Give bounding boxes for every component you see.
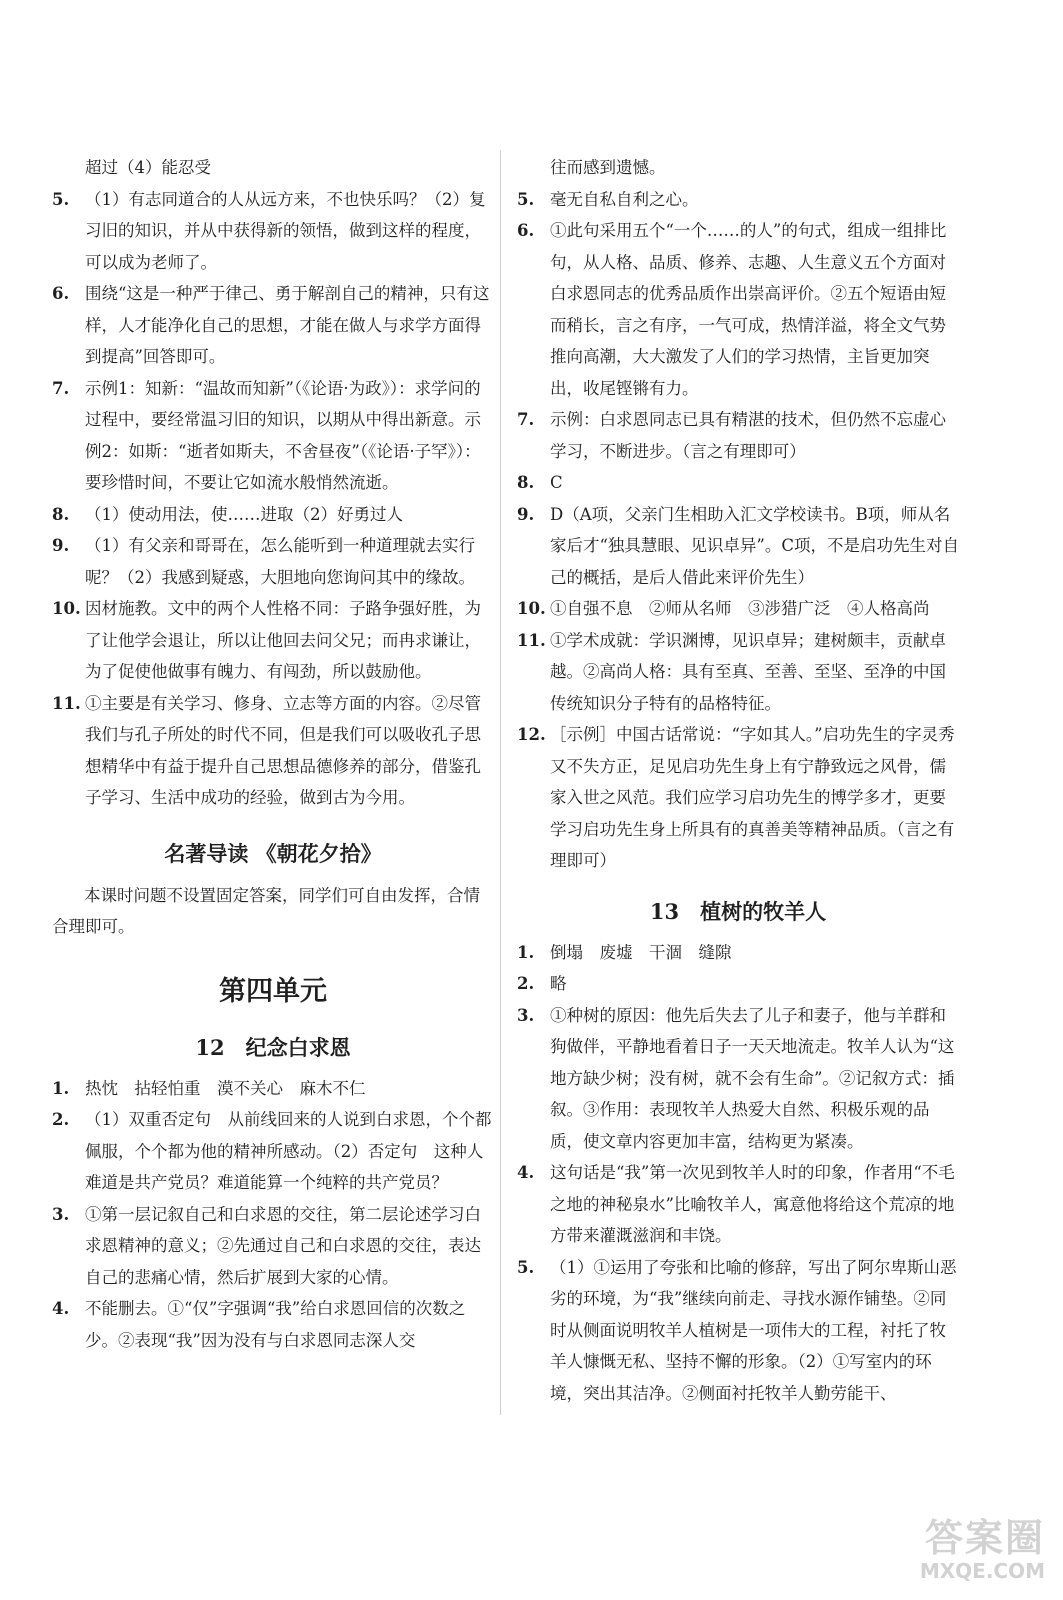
item-text: （1）使动用法，使……进取（2）好勇过人 [85,504,403,524]
answer-item [52,1104,494,1199]
answer-item [517,467,959,499]
item-number: 9. [52,536,70,555]
item-number: 1. [52,1078,70,1098]
answer-item [517,719,959,877]
answer-item [517,968,959,1000]
continuation-text: 往而感到遗憾。 [550,158,666,177]
answer-item [52,688,494,814]
column-divider [500,150,501,1415]
answer-item [517,937,959,969]
item-number: 11. [517,630,546,650]
item-number: 6. [517,221,535,240]
answer-item [517,593,959,625]
left-column [52,152,494,1356]
item-number: 1. [517,942,535,962]
item-number: 4. [52,1299,70,1318]
answer-item [517,1252,959,1410]
continuation-text: 超过（4）能忍受 [85,158,211,177]
watermark-url: MXQE.COM [919,1559,1045,1583]
watermark-text: 答案圈 [924,1516,1045,1560]
item-text: 略 [550,974,567,993]
item-number: 2. [517,974,535,993]
item-number: 5. [517,1257,535,1277]
answer-item [517,1000,959,1158]
item-number: 4. [517,1163,535,1182]
item-text: ①此句采用五个“一个……的人”的句式，组成一组排比句，从人格、品质、修养、志趣、人生意义五个方面对白求恩同志的优秀品质作出崇高评价。②五个短语由短而稍长，言之有序，一气可成，热情洋溢，将全文气势推向高潮，大大激发了人们的学习热情，主旨更加突出，收尾铿锵有力。 [550,221,947,398]
item-number: 8. [52,504,70,524]
answer-item [52,278,494,373]
item-number: 5. [52,189,70,209]
item-text: ［示例］中国古话常说：“字如其人。”启功先生的字灵秀又不失方正，足见启功先生身上有宁静致远之风骨，儒家入世之风范。我们应学习启功先生的博学多才，更要学习启功先生身上所具有的真善美等精神品质。（言之有理即可） [550,725,955,870]
item-number: 10. [517,599,546,618]
item-text: 因材施教。文中的两个人性格不同：子路争强好胜，为了让他学会退让，所以让他回去问父兄；而冉求谦让，为了促使他做事有魄力、有闯劲，所以鼓励他。 [85,599,481,681]
lesson-title: 13 植树的牧羊人 [649,898,827,924]
answer-item [52,530,494,593]
answer-item [52,1073,494,1105]
item-number: 10. [52,599,81,618]
answer-item [517,215,959,404]
item-number: 8. [517,473,535,492]
item-text: 这句话是“我”第一次见到牧羊人时的印象，作者用“不毛之地的神秘泉水”比喻牧羊人，寓意他将给这个荒凉的地方带来灌溉滋润和丰饶。 [550,1163,955,1245]
item-text: （1）有父亲和哥哥在，怎么能听到一种道理就去实行呢？（2）我感到疑惑，大胆地向您询问其中的缘故。 [85,536,475,587]
item-text: （1）双重否定句 从前线回来的人说到白求恩，个个都佩服，个个都为他的精神所感动。（2）否定句 这种人难道是共产党员？难道能算一个纯粹的共产党员？ [85,1110,492,1192]
item-text: （1）①运用了夸张和比喻的修辞，写出了阿尔卑斯山恶劣的环境，为“我”继续向前走、寻找水源作铺垫。②同时从侧面说明牧羊人植树是一项伟大的工程，衬托了牧羊人慷慨无私、坚持不懈的形象。（2）①写室内的环境，突出其洁净。②侧面衬托牧羊人勤劳能干、 [550,1257,957,1403]
answer-item [52,1293,494,1356]
answer-item [517,499,959,594]
spacer [517,877,959,887]
watermark-logo [855,1516,1045,1586]
item-text: （1）有志同道合的人从远方来，不也快乐吗？（2）复习旧的知识，并从中获得新的领悟，做到这样的程度，可以成为老师了。 [85,189,486,272]
item-text: ①学术成就：学识渊博，见识卓异；建树颇丰，贡献卓越。②高尚人格：具有至真、至善、至坚、至净的中国传统知识分子特有的品格特征。 [550,630,946,713]
unit-title: 第四单元 [219,975,327,1007]
item-number: 6. [52,284,70,303]
item-text: 热忱 拈轻怕重 漠不关心 麻木不仁 [85,1078,366,1098]
item-text: ①主要是有关学习、修身、立志等方面的内容。②尽管我们与孔子所处的时代不同，但是我们可以吸收孔子思想精华中有益于提升自己思想品德修养的部分，借鉴孔子学习、生活中成功的经验，做到古为今用。 [85,693,481,807]
item-text: D（A项，父亲门生相助入汇文学校读书。B项，师从名家后才“独具慧眼、见识卓异”。C项，不是启功先生对自己的概括，是后人借此来评价先生） [550,504,959,587]
answer-item [517,1157,959,1252]
item-number: 9. [517,504,535,524]
answer-item [52,1199,494,1294]
item-text: 不能删去。①“仅”字强调“我”给白求恩回信的次数之少。②表现“我”因为没有与白求恩同志深人交 [85,1299,466,1350]
item-number: 7. [52,378,70,398]
item-number: 11. [52,693,81,713]
item-text: C [550,473,563,492]
item-text: 倒塌 废墟 干涸 缝隙 [550,942,732,962]
lesson-title: 12 纪念白求恩 [195,1034,351,1060]
item-text: 毫无自私自利之心。 [550,189,699,209]
item-number: 7. [517,410,535,429]
item-number: 3. [52,1204,70,1224]
answer-item [52,373,494,499]
answer-item [517,184,959,216]
answer-item [517,404,959,467]
item-text: ①第一层记叙自己和白求恩的交往，第二层论述学习白求恩精神的意义；②先通过自己和白求恩的交往，表达自己的悲痛心情，然后扩展到大家的心情。 [85,1204,481,1287]
section-title: 名著导读 《朝花夕拾》 [164,840,382,866]
item-number: 5. [517,189,535,209]
answer-item [52,593,494,688]
answer-item [52,499,494,531]
item-text: 围绕“这是一种严于律己、勇于解剖自己的精神，只有这样，人才能净化自己的思想，才能在做人与求学方面得到提高”回答即可。 [85,284,490,366]
item-text: 示例：白求恩同志已具有精湛的技术，但仍然不忘虚心学习，不断进步。（言之有理即可） [550,410,946,461]
item-text: ①自强不息 ②师从名师 ③涉猎广泛 ④人格高尚 [550,599,930,618]
right-column [517,152,959,1409]
item-number: 2. [52,1110,70,1129]
item-text: ①种树的原因：他先后失去了儿子和妻子，他与羊群和狗做伴，平静地看着日子一天天地流走。牧羊人认为“这地方缺少树；没有树，就不会有生命”。②记叙方式：插叙。③作用：表现牧羊人热爱大自然、积极乐观的品质，使文章内容更加丰富，结构更为紧凑。 [550,1005,955,1151]
section-text: 本课时问题不设置固定答案，同学们可自由发挥，合情合理即可。 [52,885,480,936]
item-number: 3. [517,1005,535,1025]
answer-item [517,625,959,720]
item-text: 示例1：知新：“温故而知新”（《论语·为政》）：求学问的过程中，要经常温习旧的知识，以期从中得出新意。示例2：如斯：“逝者如斯夫，不舍昼夜”（《论语·子罕》）：要珍惜时间，不要让它如流水般悄然流逝。 [85,378,481,492]
answer-item [52,184,494,279]
item-number: 12. [517,725,546,744]
